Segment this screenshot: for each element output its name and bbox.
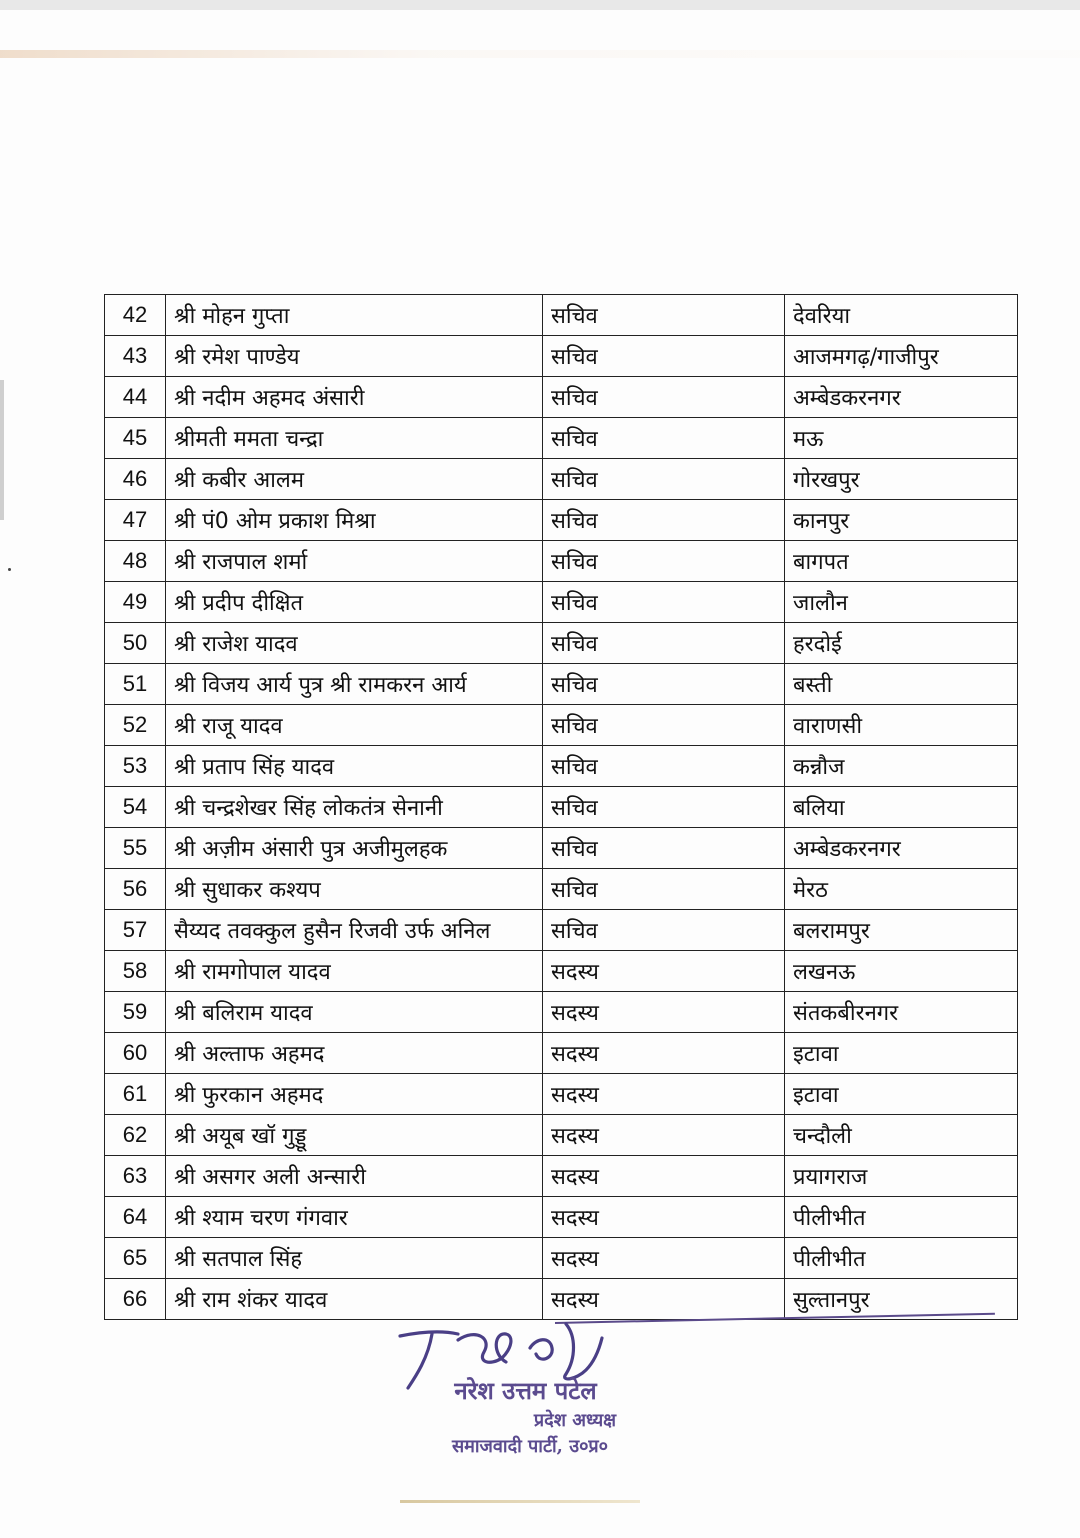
member-name: श्री राजू यादव [166,705,543,746]
member-district: आजमगढ़/गाजीपुर [785,336,1018,377]
row-number: 64 [105,1197,166,1238]
member-post: सचिव [543,377,785,418]
member-post: सचिव [543,336,785,377]
scan-artifact [8,568,11,571]
member-name: सैय्यद तवक्कुल हुसैन रिजवी उर्फ अनिल [166,910,543,951]
member-post: सदस्य [543,951,785,992]
member-district: संतकबीरनगर [785,992,1018,1033]
member-post: सदस्य [543,1197,785,1238]
row-number: 58 [105,951,166,992]
member-post: सचिव [543,500,785,541]
row-number: 45 [105,418,166,459]
table-row [105,541,1018,582]
table-row [105,1156,1018,1197]
row-number: 50 [105,623,166,664]
member-name: श्री प्रताप सिंह यादव [166,746,543,787]
member-table [104,294,1018,1320]
table-row [105,1238,1018,1279]
row-number: 47 [105,500,166,541]
table-row [105,705,1018,746]
row-number: 57 [105,910,166,951]
table-row [105,336,1018,377]
member-district: गोरखपुर [785,459,1018,500]
member-name: श्री श्याम चरण गंगवार [166,1197,543,1238]
member-name: श्री विजय आर्य पुत्र श्री रामकरन आर्य [166,664,543,705]
member-name: श्रीमती ममता चन्द्रा [166,418,543,459]
member-name: श्री रामगोपाल यादव [166,951,543,992]
row-number: 48 [105,541,166,582]
row-number: 60 [105,1033,166,1074]
table-row [105,295,1018,336]
member-district: प्रयागराज [785,1156,1018,1197]
member-name: श्री अयूब खॉ गुड्डू [166,1115,543,1156]
member-name: श्री चन्द्रशेखर सिंह लोकतंत्र सेनानी [166,787,543,828]
member-district: सुल्तानपुर [785,1279,1018,1320]
row-number: 49 [105,582,166,623]
signatory-title: प्रदेश अध्यक्ष [533,1410,617,1431]
member-post: सचिव [543,746,785,787]
member-post: सचिव [543,869,785,910]
member-post: सचिव [543,910,785,951]
row-number: 43 [105,336,166,377]
table-row [105,1197,1018,1238]
row-number: 62 [105,1115,166,1156]
member-post: सचिव [543,664,785,705]
table-row [105,500,1018,541]
member-post: सचिव [543,582,785,623]
member-post: सदस्य [543,1033,785,1074]
scan-top-border [0,0,1080,10]
member-district: अम्बेडकरनगर [785,377,1018,418]
member-post: सदस्य [543,1279,785,1320]
member-name: श्री नदीम अहमद अंसारी [166,377,543,418]
member-post: सचिव [543,459,785,500]
member-table-body [105,295,1018,1320]
member-district: इटावा [785,1074,1018,1115]
row-number: 53 [105,746,166,787]
scan-artifact [0,50,1080,58]
member-district: पीलीभीत [785,1238,1018,1279]
member-district: बलिया [785,787,1018,828]
row-number: 42 [105,295,166,336]
table-row [105,377,1018,418]
member-post: सचिव [543,623,785,664]
member-district: लखनऊ [785,951,1018,992]
member-name: श्री मोहन गुप्ता [166,295,543,336]
member-district: कन्नौज [785,746,1018,787]
table-row [105,1115,1018,1156]
row-number: 61 [105,1074,166,1115]
table-row [105,582,1018,623]
member-district: कानपुर [785,500,1018,541]
member-name: श्री राजेश यादव [166,623,543,664]
member-name: श्री सतपाल सिंह [166,1238,543,1279]
row-number: 56 [105,869,166,910]
scan-artifact [0,380,4,520]
member-district: पीलीभीत [785,1197,1018,1238]
table-row [105,787,1018,828]
member-district: मेरठ [785,869,1018,910]
member-name: श्री बलिराम यादव [166,992,543,1033]
member-name: श्री पं0 ओम प्रकाश मिश्रा [166,500,543,541]
member-district: हरदोई [785,623,1018,664]
member-name: श्री रमेश पाण्डेय [166,336,543,377]
member-district: इटावा [785,1033,1018,1074]
member-name: श्री राजपाल शर्मा [166,541,543,582]
scan-artifact [400,1500,640,1503]
signatory-name: नरेश उत्तम पटेल [454,1376,597,1405]
member-post: सदस्य [543,1115,785,1156]
member-name: श्री अल्ताफ अहमद [166,1033,543,1074]
member-post: सचिव [543,295,785,336]
member-district: मऊ [785,418,1018,459]
table-row [105,910,1018,951]
row-number: 55 [105,828,166,869]
row-number: 46 [105,459,166,500]
member-district: देवरिया [785,295,1018,336]
table-row [105,623,1018,664]
member-district: बस्ती [785,664,1018,705]
row-number: 65 [105,1238,166,1279]
member-post: सदस्य [543,1074,785,1115]
member-post: सचिव [543,705,785,746]
table-row [105,992,1018,1033]
row-number: 66 [105,1279,166,1320]
member-district: चन्दौली [785,1115,1018,1156]
table-row [105,1033,1018,1074]
member-district: बलरामपुर [785,910,1018,951]
row-number: 59 [105,992,166,1033]
member-post: सचिव [543,418,785,459]
table-row [105,828,1018,869]
row-number: 52 [105,705,166,746]
table-row [105,1074,1018,1115]
table-row [105,664,1018,705]
member-district: जालौन [785,582,1018,623]
row-number: 54 [105,787,166,828]
table-row [105,459,1018,500]
signatory-party: समाजवादी पार्टी, उ०प्र० [451,1436,609,1457]
member-name: श्री फुरकान अहमद [166,1074,543,1115]
member-post: सचिव [543,828,785,869]
member-district: अम्बेडकरनगर [785,828,1018,869]
member-post: सदस्य [543,1156,785,1197]
row-number: 44 [105,377,166,418]
member-post: सदस्य [543,1238,785,1279]
member-district: बागपत [785,541,1018,582]
member-post: सचिव [543,787,785,828]
member-name: श्री सुधाकर कश्यप [166,869,543,910]
member-district: वाराणसी [785,705,1018,746]
member-name: श्री प्रदीप दीक्षित [166,582,543,623]
member-post: सदस्य [543,992,785,1033]
table-row [105,951,1018,992]
table-row [105,869,1018,910]
member-name: श्री कबीर आलम [166,459,543,500]
member-name: श्री असगर अली अन्सारी [166,1156,543,1197]
table-row [105,746,1018,787]
member-name: श्री अज़ीम अंसारी पुत्र अजीमुलहक [166,828,543,869]
table-row [105,1279,1018,1320]
row-number: 63 [105,1156,166,1197]
member-name: श्री राम शंकर यादव [166,1279,543,1320]
row-number: 51 [105,664,166,705]
table-row [105,418,1018,459]
member-post: सचिव [543,541,785,582]
